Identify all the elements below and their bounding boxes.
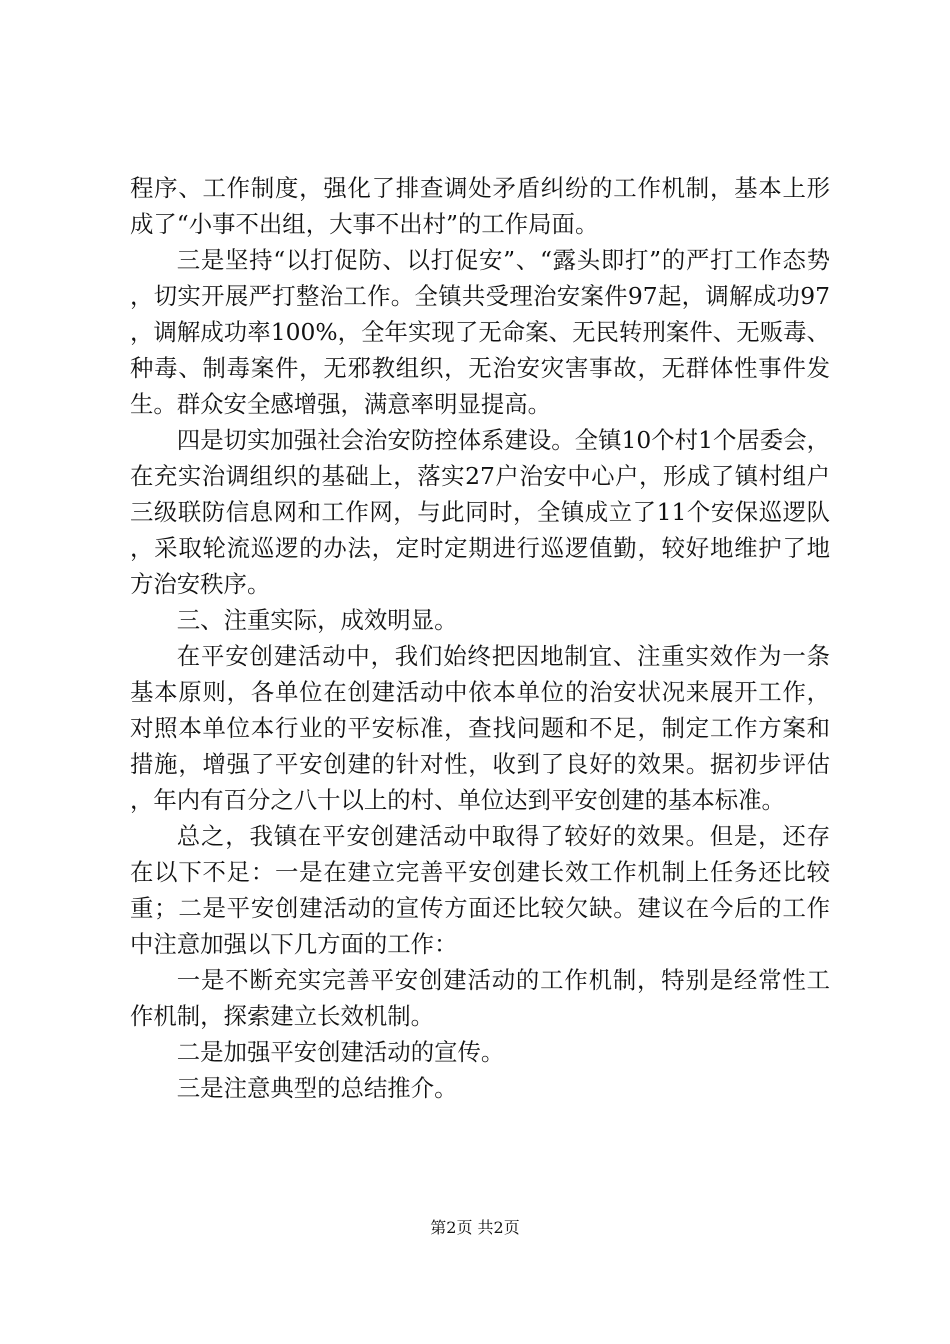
paragraph-1: 程序、工作制度，强化了排查调处矛盾纠纷的工作机制，基本上形成了“小事不出组，大事不出村”的工作局面。 xyxy=(130,174,830,238)
document-body xyxy=(130,170,830,1106)
page-number-label: 第2页 共2页 xyxy=(430,1218,520,1237)
section-heading: 三、注重实际，成效明显。 xyxy=(176,606,458,634)
paragraph-7: 一是不断充实完善平安创建活动的工作机制，特别是经常性工作机制，探索建立长效机制。 xyxy=(130,966,830,1030)
paragraph-5: 在平安创建活动中，我们始终把因地制宜、注重实效作为一条基本原则，各单位在创建活动中依本单位的治安状况来展开工作，对照本单位本行业的平安标准，查找问题和不足，制定工作方案和措施，增强了平安创建的针对性，收到了良好的效果。据初步评估，年内有百分之八十以上的村、单位达到平安创建的基本标准。 xyxy=(130,642,830,814)
paragraph-3: 四是切实加强社会治安防控体系建设。全镇10个村1个居委会，在充实治调组织的基础上，落实27户治安中心户，形成了镇村组户三级联防信息网和工作网，与此同时，全镇成立了11个安保巡逻队，采取轮流巡逻的办法，定时定期进行巡逻值勤，较好地维护了地方治安秩序。 xyxy=(130,426,830,598)
paragraph-8: 二是加强平安创建活动的宣传。 xyxy=(176,1038,505,1066)
paragraph-2: 三是坚持“以打促防、以打促安”、“露头即打”的严打工作态势，切实开展严打整治工作。全镇共受理治安案件97起，调解成功97，调解成功率100%，全年实现了无命案、无民转刑案件、无贩毒、种毒、制毒案件，无邪教组织，无治安灾害事故，无群体性事件发生。群众安全感增强，满意率明显提高。 xyxy=(130,246,830,418)
page-footer xyxy=(0,1218,950,1238)
paragraph-6: 总之，我镇在平安创建活动中取得了较好的效果。但是，还存在以下不足：一是在建立完善平安创建长效工作机制上任务还比较重；二是平安创建活动的宣传方面还比较欠缺。建议在今后的工作中注意加强以下几方面的工作： xyxy=(130,822,830,958)
paragraph-9: 三是注意典型的总结推介。 xyxy=(176,1074,458,1102)
